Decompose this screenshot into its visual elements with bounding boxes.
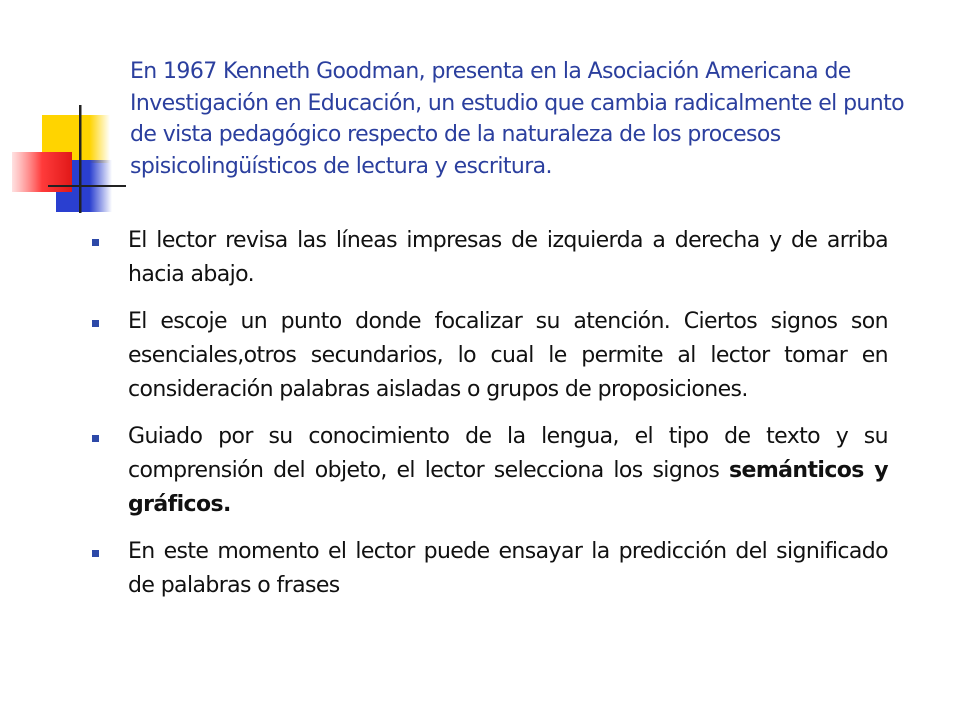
bullet-item <box>90 224 888 292</box>
square-bullet-icon <box>92 239 99 246</box>
square-bullet-icon <box>92 435 99 442</box>
bullet-item <box>90 535 888 603</box>
square-bullet-icon <box>92 320 99 327</box>
bullet-text: Guiado por su conocimiento de la lengua, el tipo de texto y su comprensión del objeto, el lector selecciona los signos <box>128 424 888 483</box>
decorative-corner-graphic <box>0 0 140 230</box>
deco-vertical-line <box>79 105 82 213</box>
bullet-text: En este momento el lector puede ensayar la predicción del significado de palabras o frases <box>128 539 888 598</box>
deco-horizontal-line <box>48 185 126 187</box>
bullet-list <box>90 224 888 616</box>
bullet-item <box>90 420 888 522</box>
square-bullet-icon <box>92 550 99 557</box>
bullet-text: El lector revisa las líneas impresas de izquierda a derecha y de arriba hacia abajo. <box>128 228 888 287</box>
bullet-item <box>90 305 888 407</box>
bullet-bold-text: semánticos y gráficos. <box>128 458 888 517</box>
bullet-text: El escoje un punto donde focalizar su atención. Ciertos signos son esenciales,otros secundarios, lo cual le permite al lector tomar en consideración palabras aisladas o grupos de proposiciones. <box>128 309 888 402</box>
slide-title: En 1967 Kenneth Goodman, presenta en la Asociación Americana de Investigación en Educación, un estudio que cambia radicalmente el punto de vista pedagógico respecto de la naturaleza de los procesos spisicolingüísticos de lectura y escritura. <box>130 59 905 179</box>
